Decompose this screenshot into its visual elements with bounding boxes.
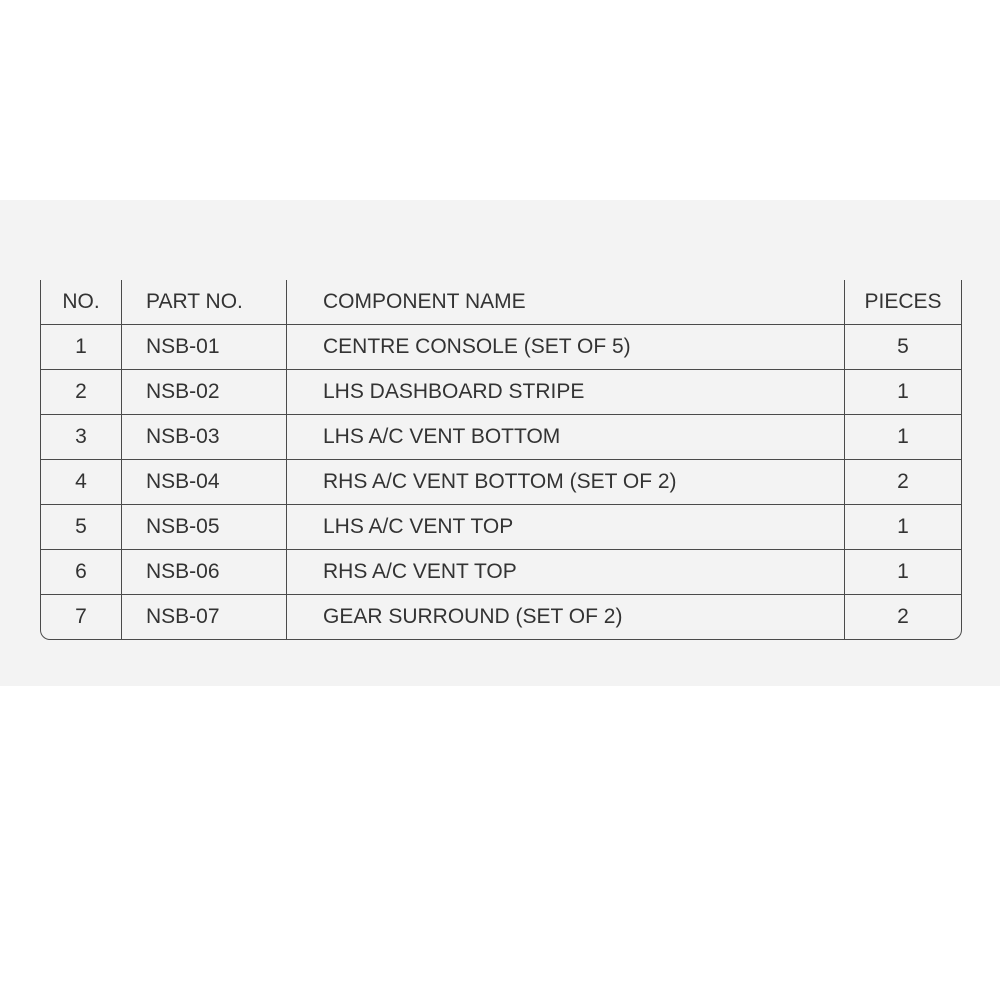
cell-component-name: LHS DASHBOARD STRIPE bbox=[287, 370, 845, 415]
cell-pieces: 2 bbox=[897, 605, 909, 628]
table-row bbox=[41, 460, 961, 505]
cell-part-no: NSB-03 bbox=[122, 415, 287, 460]
cell-part-no: NSB-04 bbox=[122, 460, 287, 505]
cell-no: 5 bbox=[41, 505, 122, 550]
table-row bbox=[41, 505, 961, 550]
cell-component-name: CENTRE CONSOLE (SET OF 5) bbox=[287, 325, 845, 370]
table-row bbox=[41, 325, 961, 370]
cell-no: 4 bbox=[41, 460, 122, 505]
cell-part-no: NSB-01 bbox=[122, 325, 287, 370]
cell-pieces: 1 bbox=[845, 370, 961, 415]
cell-component-name: RHS A/C VENT TOP bbox=[287, 550, 845, 595]
cell-component-name: LHS A/C VENT BOTTOM bbox=[287, 415, 845, 460]
cell-part-no: NSB-07 bbox=[122, 595, 287, 639]
cell-component-name: GEAR SURROUND (SET OF 2) bbox=[287, 595, 845, 639]
cell-component-name: RHS A/C VENT BOTTOM (SET OF 2) bbox=[287, 460, 845, 505]
cell-no: 7 bbox=[41, 595, 122, 639]
header-pieces: PIECES bbox=[845, 280, 961, 325]
header-part-no: PART NO. bbox=[122, 280, 287, 325]
cell-component-name: LHS A/C VENT TOP bbox=[287, 505, 845, 550]
cell-part-no: NSB-02 bbox=[122, 370, 287, 415]
cell-part-no: NSB-05 bbox=[122, 505, 287, 550]
table-row bbox=[41, 370, 961, 415]
parts-table bbox=[40, 280, 962, 640]
cell-part-no: NSB-06 bbox=[122, 550, 287, 595]
cell-pieces: 2 bbox=[845, 460, 961, 505]
table-row bbox=[41, 415, 961, 460]
cell-no: 2 bbox=[41, 370, 122, 415]
table-row bbox=[41, 595, 961, 639]
cell-pieces: 1 bbox=[845, 505, 961, 550]
cell-pieces: 1 bbox=[845, 550, 961, 595]
cell-pieces: 1 bbox=[845, 415, 961, 460]
table-row bbox=[41, 550, 961, 595]
cell-no: 3 bbox=[41, 415, 122, 460]
cell-no: 1 bbox=[41, 325, 122, 370]
header-no: NO. bbox=[41, 280, 122, 325]
cell-pieces: 5 bbox=[845, 325, 961, 370]
cell-no: 6 bbox=[41, 550, 122, 595]
header-component-name: COMPONENT NAME bbox=[287, 280, 845, 325]
table-header-row bbox=[41, 280, 961, 325]
